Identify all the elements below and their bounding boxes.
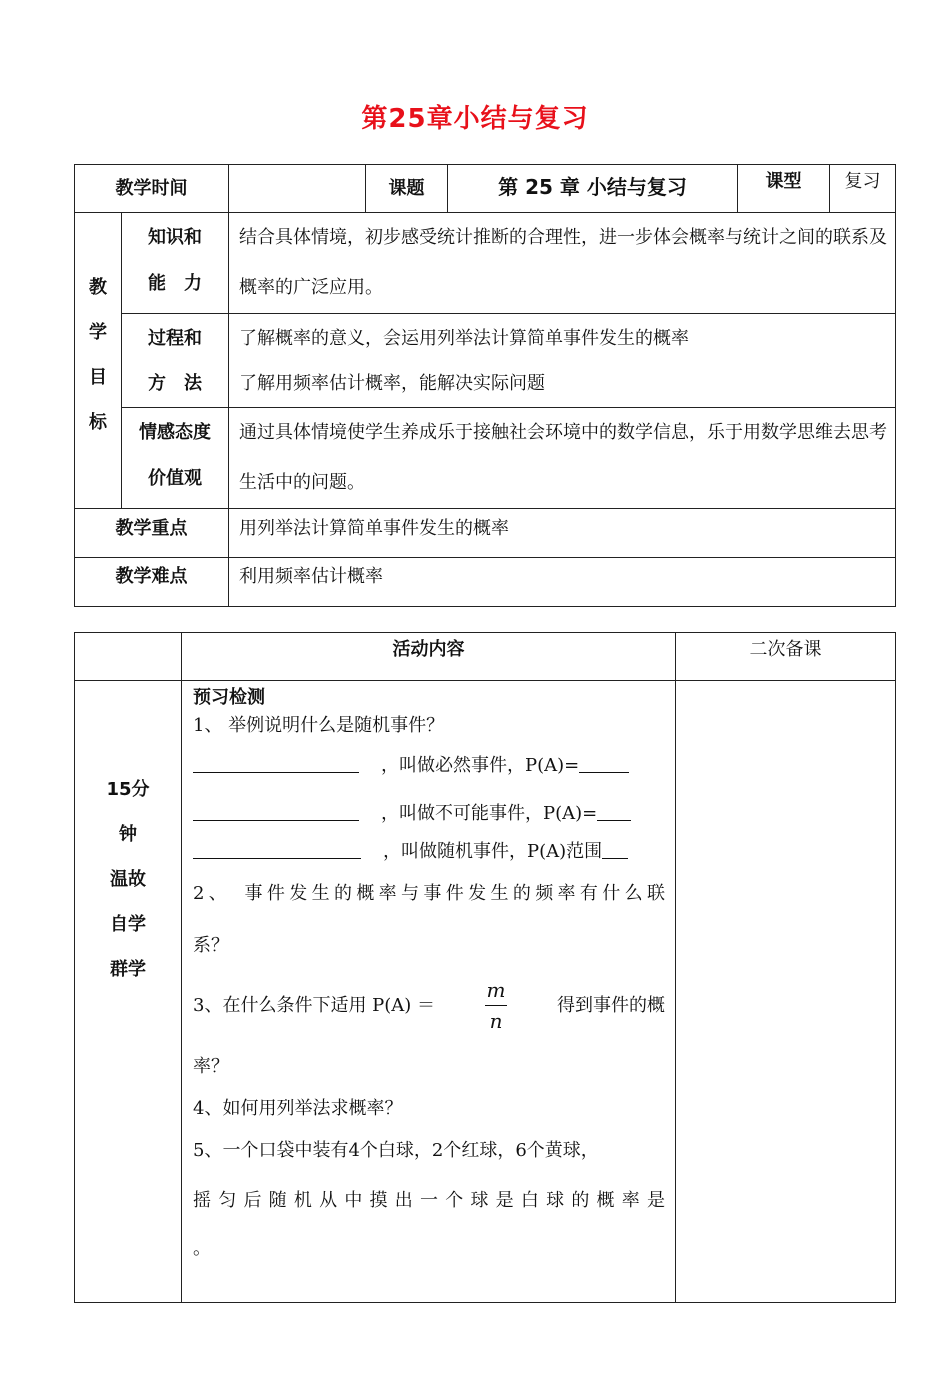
process-label <box>122 314 229 408</box>
teaching-time-value <box>229 165 366 213</box>
answer-blank[interactable] <box>602 840 628 859</box>
phase-label <box>75 681 182 1303</box>
second-prep-header: 二次备课 <box>676 633 896 681</box>
question-4: 4、如何用列举法求概率？ <box>193 1098 403 1119</box>
blank-line-random <box>193 839 665 865</box>
process-goal <box>229 314 896 408</box>
process-goal-line2: 了解用频率估计概率，能解决实际问题 <box>239 373 545 394</box>
lesson-info-table <box>74 164 896 607</box>
answer-blank[interactable] <box>597 802 631 821</box>
question-3-line2: 率？ <box>193 1056 229 1077</box>
question-5-line1: 5、一个口袋中装有4个白球，2个红球，6个黄球， <box>193 1140 599 1161</box>
knowledge-label-line2: 能 力 <box>148 273 202 294</box>
knowledge-label <box>122 213 229 314</box>
attitude-label <box>122 408 229 509</box>
knowledge-label-line1: 知识和 <box>148 227 202 248</box>
preview-heading: 预习检测 <box>193 687 265 708</box>
question-5-line3: 。 <box>193 1238 211 1259</box>
activity-content <box>182 681 676 1303</box>
random-event-text: ，叫做随机事件，P(A)范围 <box>383 841 603 862</box>
process-label-line2: 方 法 <box>148 373 202 394</box>
phase-line: 15分 <box>106 779 150 800</box>
impossible-event-text: ，叫做不可能事件，P(A)= <box>381 803 598 824</box>
question-3-text-end: 得到事件的概 <box>557 994 665 1016</box>
phase-line: 群学 <box>110 959 146 980</box>
difficulty-label: 教学难点 <box>75 558 229 607</box>
page-title: 第25章小结与复习 <box>361 104 589 134</box>
second-prep-cell[interactable] <box>676 681 896 1303</box>
fraction-m-over-n <box>485 979 507 1032</box>
process-label-line1: 过程和 <box>148 328 202 349</box>
question-5-line2: 摇匀后随机从中摸出一个球是白球的概率是 <box>193 1190 665 1211</box>
teaching-goals-label <box>75 213 122 509</box>
phase-line: 钟 <box>119 824 137 845</box>
answer-blank[interactable] <box>193 754 359 773</box>
key-point-label: 教学重点 <box>75 509 229 558</box>
topic-label: 课题 <box>366 165 448 213</box>
fraction-denominator: n <box>489 1009 503 1033</box>
attitude-label-line2: 价值观 <box>148 468 202 489</box>
phase-line: 自学 <box>110 914 146 935</box>
fraction-numerator: m <box>486 978 506 1002</box>
difficulty-content: 利用频率估计概率 <box>229 558 896 607</box>
answer-blank[interactable] <box>579 754 629 773</box>
teaching-time-label: 教学时间 <box>75 165 229 213</box>
knowledge-goal: 结合具体情境，初步感受统计推断的合理性，进一步体会概率与统计之间的联系及概率的广泛应用。 <box>229 213 896 314</box>
goal-char: 学 <box>89 322 107 343</box>
activity-content-header: 活动内容 <box>182 633 676 681</box>
goal-char: 目 <box>89 367 107 388</box>
lesson-type-value: 复习 <box>830 165 896 213</box>
blank-line-impossible <box>193 801 665 827</box>
question-3-text: 3、在什么条件下适用 P(A) ＝ <box>193 994 436 1016</box>
phase-line: 温故 <box>110 869 146 890</box>
question-1: 1、 举例说明什么是随机事件？ <box>193 715 445 736</box>
certain-event-text: ，叫做必然事件，P(A)= <box>381 755 580 776</box>
blank-line-certain <box>193 753 665 779</box>
activity-table <box>74 632 896 1303</box>
answer-blank[interactable] <box>193 840 361 859</box>
question-2-line1: 2、 事件发生的概率与事件发生的频率有什么联 <box>193 883 665 904</box>
attitude-label-line1: 情感态度 <box>139 422 211 443</box>
activity-corner-cell <box>75 633 182 681</box>
answer-blank[interactable] <box>193 802 359 821</box>
question-2-line2: 系？ <box>193 935 229 956</box>
lesson-type-label: 课型 <box>738 165 830 213</box>
topic-value: 第 25 章 小结与复习 <box>448 165 738 213</box>
attitude-goal: 通过具体情境使学生养成乐于接触社会环境中的数学信息，乐于用数学思维去思考生活中的问题。 <box>229 408 896 509</box>
process-goal-line1: 了解概率的意义，会运用列举法计算简单事件发生的概率 <box>239 328 689 349</box>
question-3-line1 <box>193 979 665 1032</box>
fraction-bar <box>485 1005 507 1006</box>
key-point-content: 用列举法计算简单事件发生的概率 <box>229 509 896 558</box>
goal-char: 标 <box>89 412 107 433</box>
goal-char: 教 <box>89 277 107 298</box>
